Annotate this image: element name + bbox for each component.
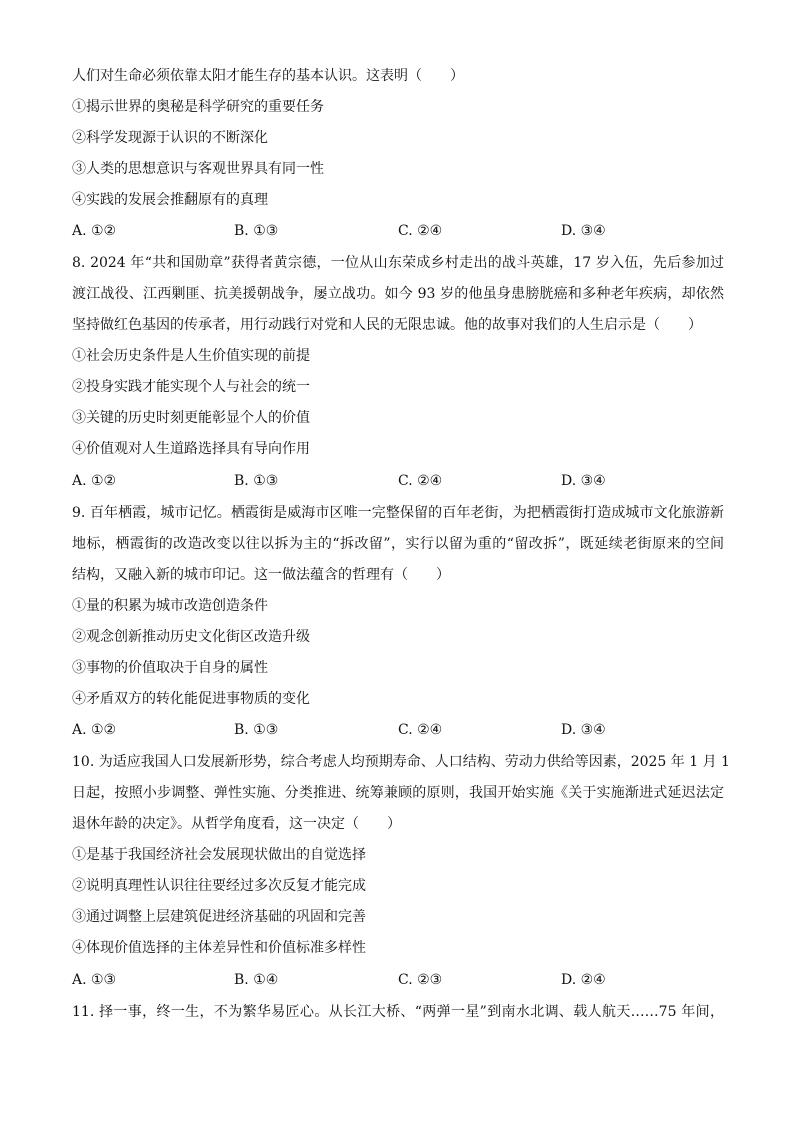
question-7-option-a[interactable]: A. ①②: [72, 223, 117, 239]
question-9-option-a[interactable]: A. ①②: [72, 722, 117, 738]
question-10-statement-1: ①是基于我国经济社会发展现状做出的自觉选择: [72, 847, 366, 863]
question-10-option-a[interactable]: A. ①③: [72, 972, 117, 988]
question-9-statement-2: ②观念创新推动历史文化街区改造升级: [72, 629, 310, 645]
question-10-option-b[interactable]: B. ①④: [234, 972, 279, 988]
question-10-options: [72, 971, 632, 989]
question-10-stem-line-1: 10. 为适应我国人口发展新形势，综合考虑人均预期寿命、人口结构、劳动力供给等因素，2025 年 1 月 1: [72, 754, 730, 770]
question-10-statement-4: ④体现价值选择的主体差异性和价值标准多样性: [72, 940, 366, 956]
question-8-stem-line-1: 8. 2024 年“共和国勋章”获得者黄宗德，一位从山东荣成乡村走出的战斗英雄，17 岁入伍，先后参加过: [72, 255, 724, 271]
question-9-stem-line-2: 地标，栖霞街的改造改变以往以拆为主的“拆改留”，实行以留为重的“留改拆”，既延续老街原来的空间: [72, 536, 724, 552]
question-7-statement-4: ④实践的发展会推翻原有的真理: [72, 192, 268, 208]
question-7-option-b[interactable]: B. ①③: [234, 223, 279, 239]
question-8-option-b[interactable]: B. ①③: [234, 473, 279, 489]
question-8-statement-2: ②投身实践才能实现个人与社会的统一: [72, 379, 310, 395]
question-8-options: [72, 472, 632, 490]
question-8-statement-1: ①社会历史条件是人生价值实现的前提: [72, 348, 310, 364]
question-9-option-b[interactable]: B. ①③: [234, 722, 279, 738]
question-9-stem-line-1: 9. 百年栖霞，城市记忆。栖霞街是威海市区唯一完整保留的百年老街，为把栖霞街打造成城市文化旅游新: [72, 505, 724, 521]
question-10-option-d[interactable]: D. ②④: [561, 972, 606, 988]
question-7-option-d[interactable]: D. ③④: [561, 223, 606, 239]
question-11-stem-line-1: 11. 择一事，终一生，不为繁华易匠心。从长江大桥、“两弹一星”到南水北调、载人航天……75 年间，: [72, 1004, 724, 1020]
question-8-statement-3: ③关键的历史时刻更能彰显个人的价值: [72, 410, 310, 426]
question-8-option-d[interactable]: D. ③④: [561, 473, 606, 489]
question-9-option-d[interactable]: D. ③④: [561, 722, 606, 738]
question-7-statement-2: ②科学发现源于认识的不断深化: [72, 130, 268, 146]
question-10-stem-line-2: 日起，按照小步调整、弹性实施、分类推进、统筹兼顾的原则，我国开始实施《关于实施渐进式延迟法定: [72, 785, 724, 801]
question-8-option-c[interactable]: C. ②④: [398, 473, 443, 489]
question-9-option-c[interactable]: C. ②④: [398, 722, 443, 738]
question-8-stem-line-2: 渡江战役、江西剿匪、抗美援朝战争，屡立战功。如今 93 岁的他虽身患膀胱癌和多种老年疾病，却依然: [72, 286, 724, 302]
question-10-option-c[interactable]: C. ②③: [398, 972, 443, 988]
question-8-stem-line-3: 坚持做红色基因的传承者，用行动践行对党和人民的无限忠诚。他的故事对我们的人生启示是（ ）: [72, 317, 702, 333]
question-9-statement-3: ③事物的价值取决于自身的属性: [72, 660, 268, 676]
question-7-options: [72, 222, 632, 240]
question-8-statement-4: ④价值观对人生道路选择具有导向作用: [72, 441, 310, 457]
question-7-statement-3: ③人类的思想意识与客观世界具有同一性: [72, 161, 324, 177]
question-10-stem-line-3: 退休年龄的决定》。从哲学角度看，这一决定（ ）: [72, 816, 401, 832]
question-7-stem: 人们对生命必须依靠太阳才能生存的基本认识。这表明（ ）: [72, 68, 464, 84]
question-10-statement-3: ③通过调整上层建筑促进经济基础的巩固和完善: [72, 909, 366, 925]
question-9-options: [72, 721, 632, 739]
question-9-stem-line-3: 结构，又融入新的城市印记。这一做法蕴含的哲理有（ ）: [72, 567, 450, 583]
question-9-statement-1: ①量的积累为城市改造创造条件: [72, 598, 268, 614]
question-7-option-c[interactable]: C. ②④: [398, 223, 443, 239]
question-7-statement-1: ①揭示世界的奥秘是科学研究的重要任务: [72, 99, 324, 115]
question-10-statement-2: ②说明真理性认识往往要经过多次反复才能完成: [72, 878, 366, 894]
question-8-option-a[interactable]: A. ①②: [72, 473, 117, 489]
question-9-statement-4: ④矛盾双方的转化能促进事物质的变化: [72, 691, 310, 707]
